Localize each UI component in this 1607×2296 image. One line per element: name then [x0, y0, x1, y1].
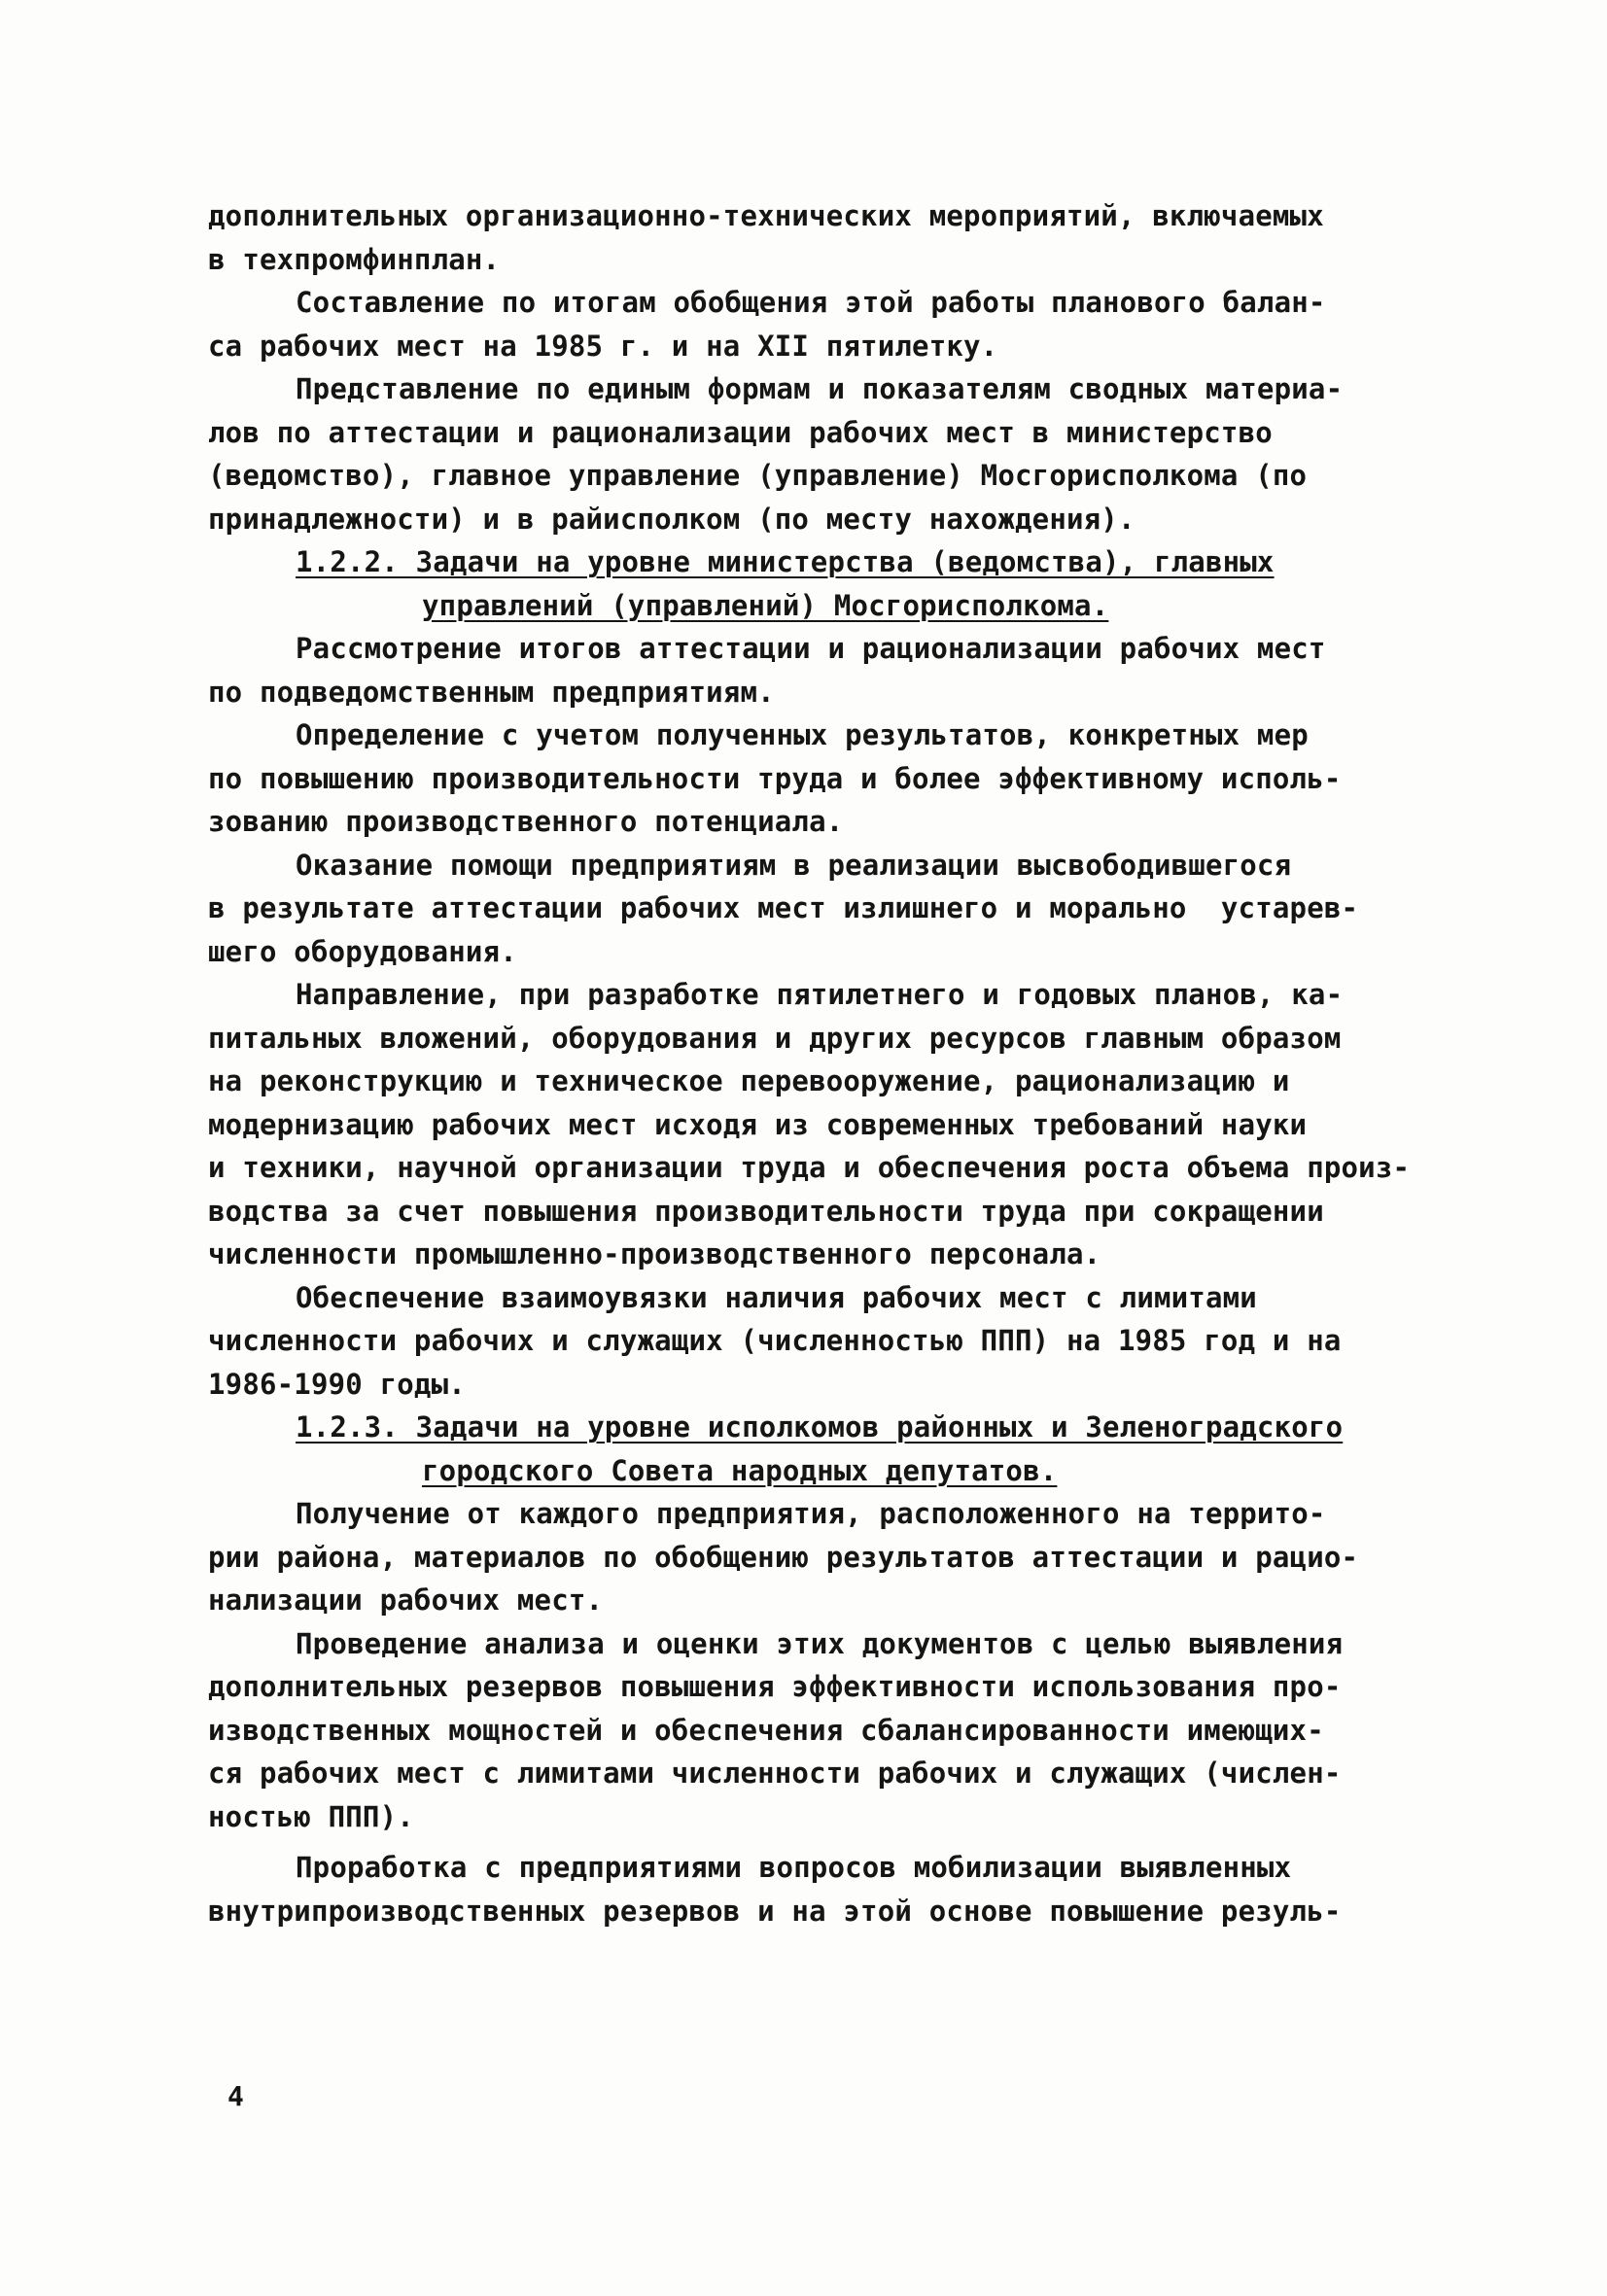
page-number: 4 [227, 2080, 244, 2112]
text-line: на реконструкцию и техническое перевооружение, рационализацию и [208, 1064, 1290, 1097]
text-line: са рабочих мест на 1985 г. и на XII пятилетку. [208, 329, 998, 363]
text-line: рии района, материалов по обобщению результатов аттестации и рацио- [208, 1540, 1359, 1574]
document-body [208, 194, 1411, 1932]
section-heading-1-2-2 [208, 540, 1404, 584]
text-line: Представление по единым формам и показателям сводных материа- [296, 372, 1344, 405]
text-line: ся рабочих мест с лимитами численности рабочих и служащих (числен- [208, 1757, 1342, 1790]
text-line: шего оборудования. [208, 934, 517, 968]
heading-text: управлений (управлений) Мосгорисполкома. [422, 588, 1109, 622]
text-line: в техпромфинплан. [208, 242, 501, 276]
text-line: дополнительных организационно-технических мероприятий, включаемых [208, 199, 1324, 232]
text-line: Проведение анализа и оценки этих документов с целью выявления [296, 1626, 1344, 1660]
text-line: и техники, научной организации труда и обеспечения роста объема произ- [208, 1151, 1411, 1184]
text-line: принадлежности) и в райисполком (по месту нахождения). [208, 502, 1135, 536]
text-line: модернизацию рабочих мест исходя из современных требований науки [208, 1107, 1308, 1141]
text-line: Проработка с предприятиями вопросов мобилизации выявленных [296, 1851, 1292, 1884]
text-line: 1986-1990 годы. [208, 1367, 466, 1401]
section-heading-1-2-2-cont [208, 584, 1404, 628]
text-line: нализации рабочих мест. [208, 1583, 604, 1617]
section-heading-1-2-3 [208, 1406, 1404, 1449]
text-line: изводственных мощностей и обеспечения сбалансированности имеющих- [208, 1713, 1324, 1747]
text-line: Обеспечение взаимоувязки наличия рабочих мест с лимитами [296, 1280, 1257, 1314]
text-line: по повышению производительности труда и более эффективному исполь- [208, 761, 1342, 795]
section-heading-1-2-3-cont [208, 1449, 1404, 1493]
text-line: Определение с учетом полученных результатов, конкретных мер [296, 718, 1309, 751]
heading-text: городского Совета народных депутатов. [422, 1453, 1058, 1487]
text-line: внутрипроизводственных резервов и на этой основе повышение резуль- [208, 1894, 1342, 1928]
text-line: (ведомство), главное управление (управление) Мосгорисполкома (по [208, 459, 1308, 492]
text-line: водства за счет повышения производительности труда при сокращении [208, 1194, 1324, 1228]
heading-text: 1.2.2. Задачи на уровне министерства (ведомства), главных [296, 545, 1275, 578]
text-line: Получение от каждого предприятия, расположенного на террито- [296, 1497, 1326, 1530]
text-line: ностью ППП). [208, 1799, 414, 1833]
text-line: лов по аттестации и рационализации рабочих мест в министерство [208, 415, 1273, 449]
text-line: по подведомственным предприятиям. [208, 675, 775, 709]
text-line: численности промышленно-производственного персонала. [208, 1237, 1101, 1270]
text-line: Направление, при разработке пятилетнего и годовых планов, ка- [296, 978, 1344, 1011]
text-line: зованию производственного потенциала. [208, 805, 844, 838]
text-line: Оказание помощи предприятиям в реализации высвободившегося [296, 848, 1292, 882]
text-line: питальных вложений, оборудования и других ресурсов главным образом [208, 1021, 1342, 1055]
heading-text: 1.2.3. Задачи на уровне исполкомов районных и Зеленоградского [296, 1410, 1344, 1444]
text-line: Рассмотрение итогов аттестации и рационализации рабочих мест [296, 632, 1326, 665]
text-line: численности рабочих и служащих (численностью ППП) на 1985 год и на [208, 1324, 1342, 1357]
text-line: Составление по итогам обобщения этой работы планового балан- [296, 286, 1326, 319]
text-line: в результате аттестации рабочих мест излишнего и морально устарев- [208, 891, 1359, 924]
text-line: дополнительных резервов повышения эффективности использования про- [208, 1670, 1342, 1703]
